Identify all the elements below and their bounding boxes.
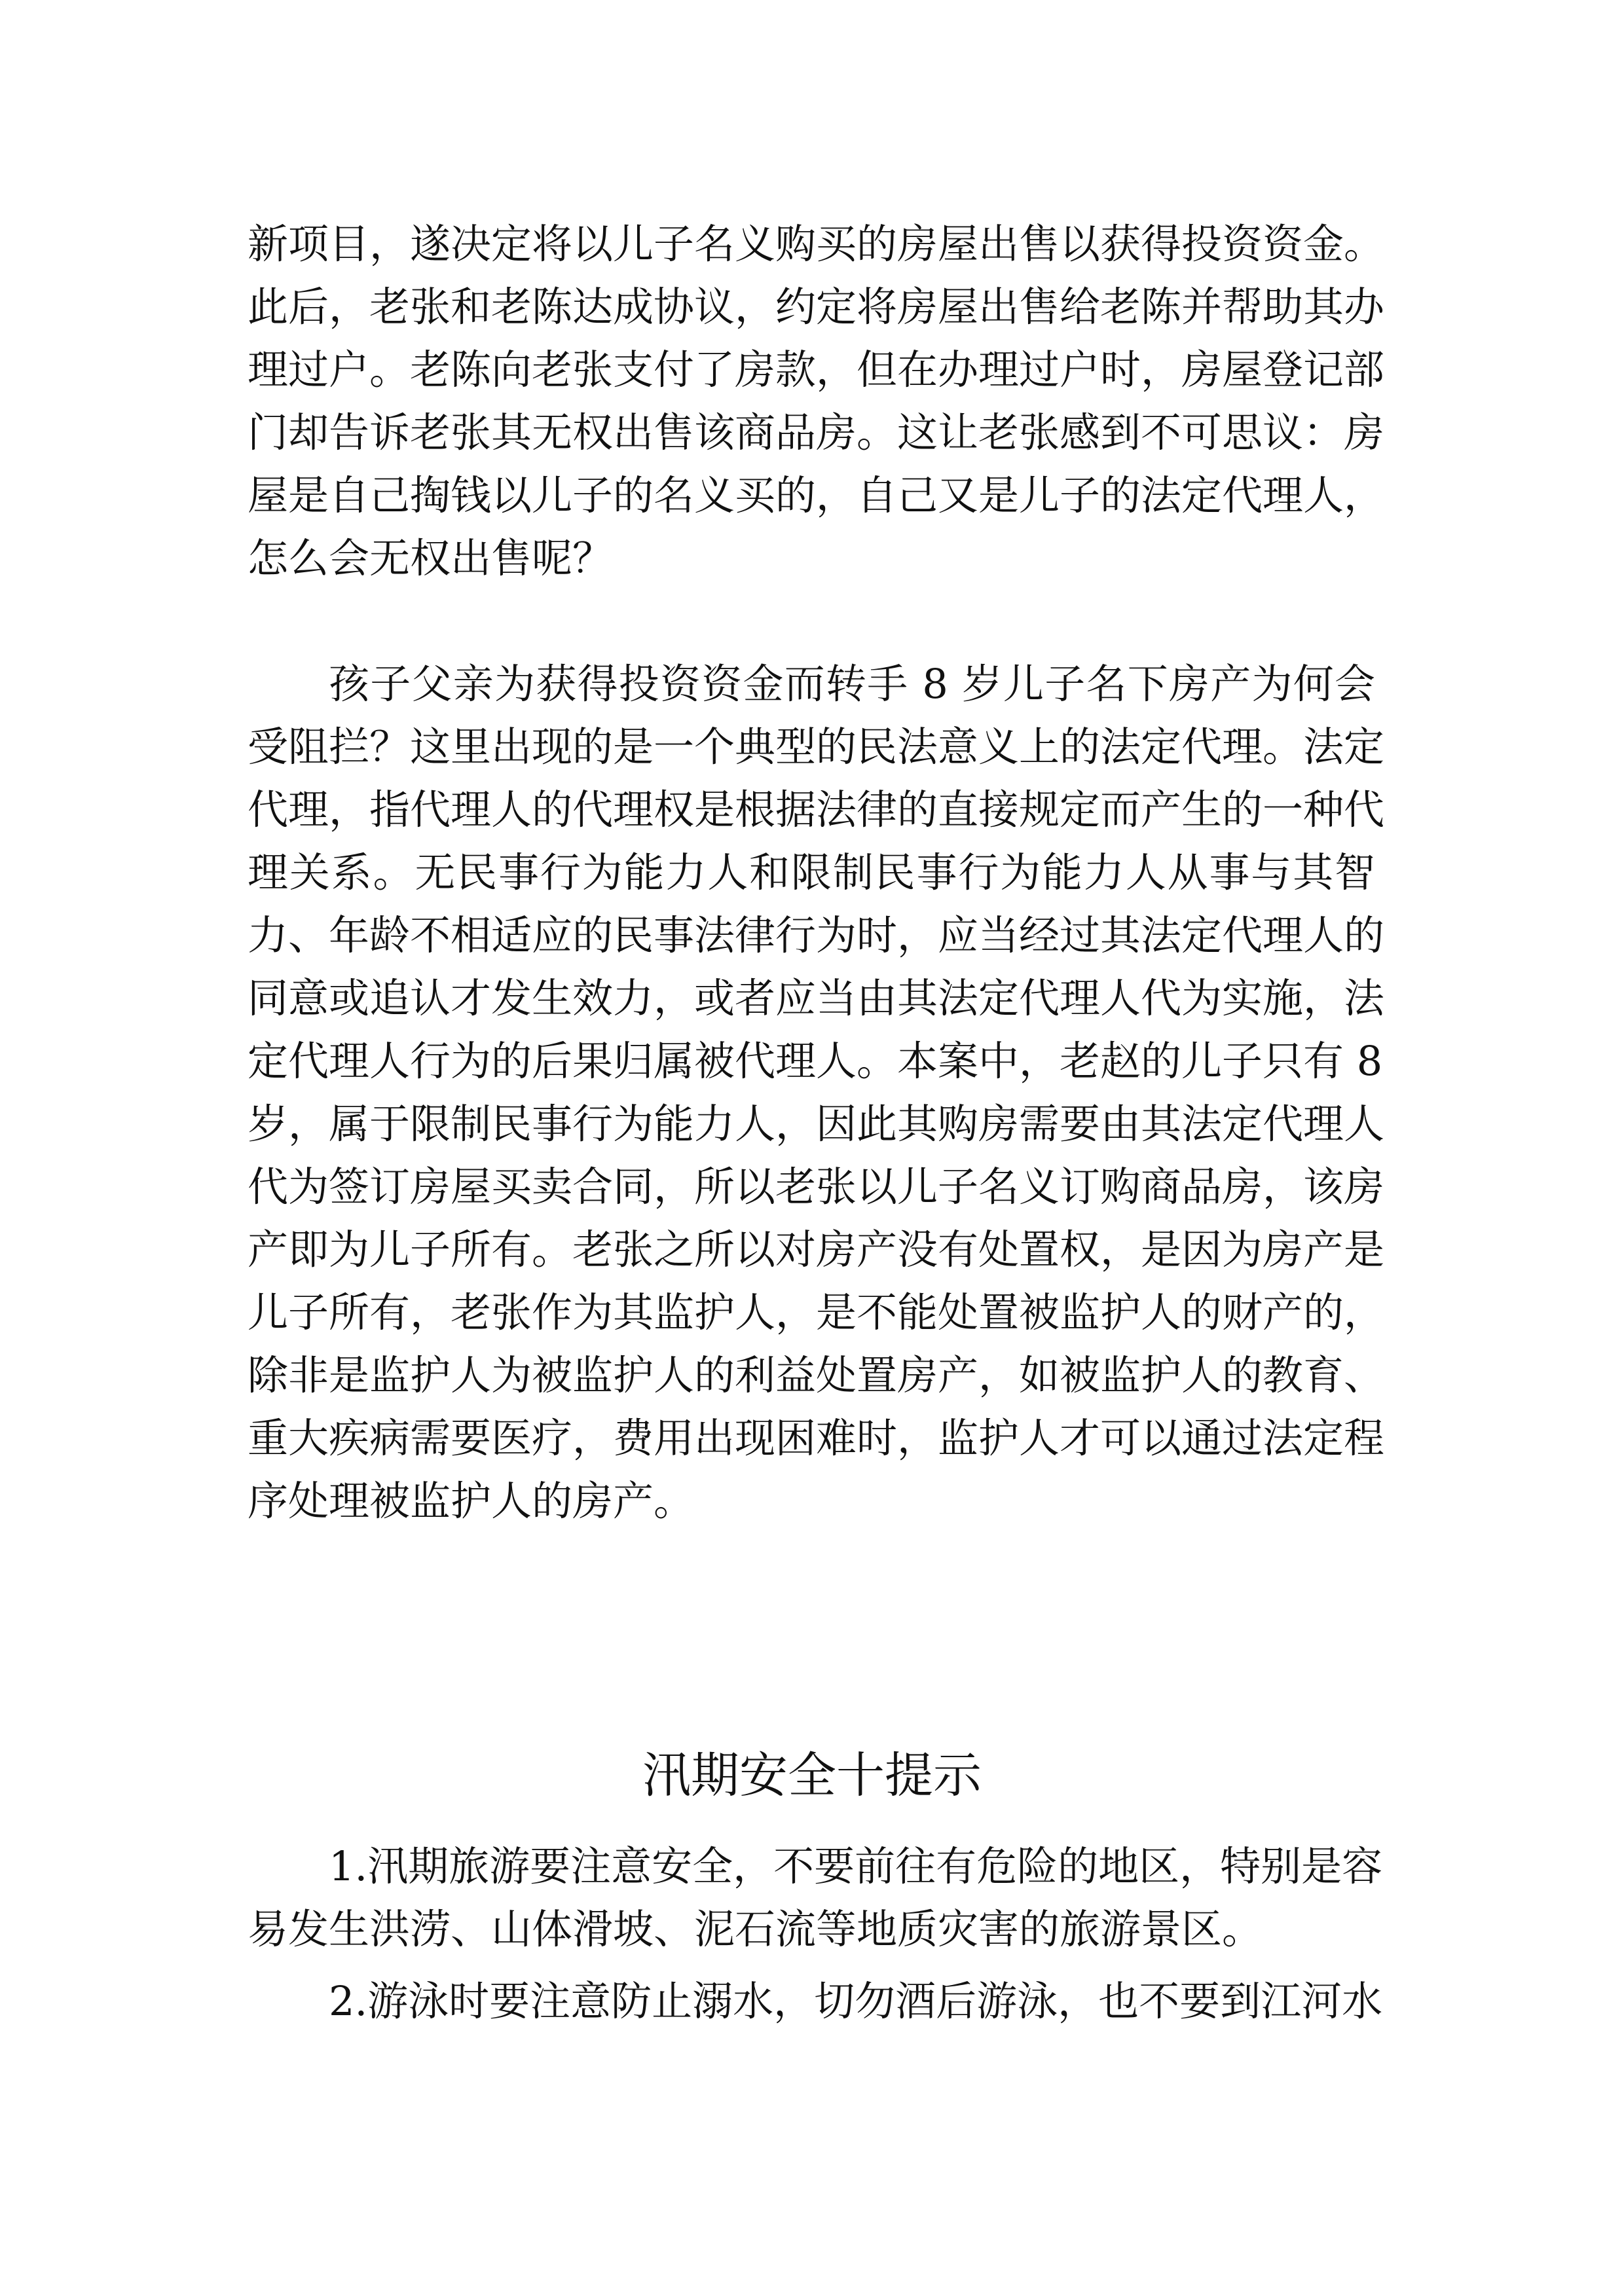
text-line: 屋是自己掏钱以儿子的名义买的，自己又是儿子的法定代理人， (248, 471, 1385, 519)
text-line: 重大疾病需要医疗，费用出现困难时，监护人才可以通过法定程 (248, 1414, 1385, 1462)
text-line: 除非是监护人为被监护人的利益处置房产，如被监护人的教育、 (248, 1351, 1385, 1399)
text-line: 序处理被监护人的房产。 (248, 1477, 695, 1525)
text-line: 产即为儿子所有。老张之所以对房产没有处置权，是因为房产是 (248, 1226, 1385, 1273)
text-line: 理关系。无民事行为能力人和限制民事行为能力人从事与其智 (248, 848, 1375, 896)
text-line: 儿子所有，老张作为其监护人，是不能处置被监护人的财产的， (248, 1288, 1385, 1336)
text-line: 2.游泳时要注意防止溺水，切勿酒后游泳，也不要到江河水 (329, 1977, 1383, 2025)
text-line: 代理，指代理人的代理权是根据法律的直接规定而产生的一种代 (248, 786, 1385, 833)
text-line: 1.汛期旅游要注意安全，不要前往有危险的地区，特别是容 (329, 1842, 1383, 1890)
text-line: 同意或追认才发生效力，或者应当由其法定代理人代为实施，法 (248, 974, 1385, 1022)
text-line: 新项目，遂决定将以儿子名义购买的房屋出售以获得投资资金。 (248, 220, 1385, 268)
text-line: 理过户。老陈向老张支付了房款，但在办理过户时，房屋登记部 (248, 346, 1385, 393)
text-line: 门却告诉老张其无权出售该商品房。这让老张感到不可思议：房 (248, 409, 1385, 456)
text-line: 岁，属于限制民事行为能力人，因此其购房需要由其法定代理人 (248, 1100, 1385, 1148)
text-line: 代为签订房屋买卖合同，所以老张以儿子名义订购商品房，该房 (248, 1163, 1385, 1211)
text-line: 易发生洪涝、山体滑坡、泥石流等地质灾害的旅游景区。 (248, 1905, 1263, 1953)
text-line: 定代理人行为的后果归属被代理人。本案中，老赵的儿子只有 8 (248, 1037, 1383, 1085)
text-line: 力、年龄不相适应的民事法律行为时，应当经过其法定代理人的 (248, 911, 1385, 959)
text-line: 此后，老张和老陈达成协议，约定将房屋出售给老陈并帮助其办 (248, 283, 1385, 331)
text-line: 受阻拦？这里出现的是一个典型的民法意义上的法定代理。法定 (248, 723, 1385, 771)
text-line: 怎么会无权出售呢？ (248, 534, 614, 582)
text-line: 孩子父亲为获得投资资金而转手 8 岁儿子名下房产为何会 (329, 660, 1375, 708)
section-heading: 汛期安全十提示 (642, 1747, 982, 1804)
